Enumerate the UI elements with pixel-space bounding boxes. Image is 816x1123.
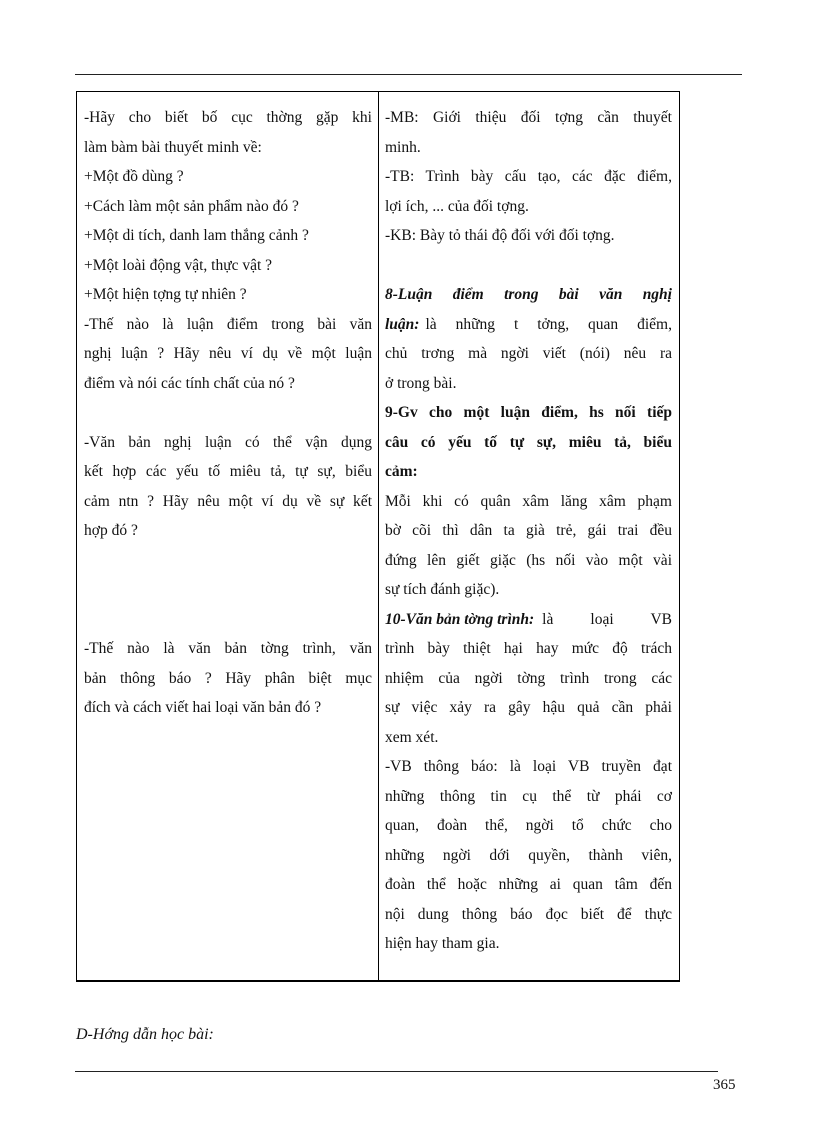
spacer xyxy=(84,398,372,428)
answer-line: xem xét. xyxy=(385,728,439,746)
question-line: làm bàm bài thuyết minh về: xyxy=(84,138,262,156)
answer-heading: 8-Luận điểm trong bài văn nghị xyxy=(385,286,672,303)
question-line: +Một loài động vật, thực vật ? xyxy=(84,256,273,274)
question-line: -Thế nào là luận điểm trong bài văn xyxy=(84,315,372,333)
question-line: -Hãy cho biết bố cục thờng gặp khi xyxy=(84,109,372,126)
question-line: bản thông báo ? Hãy phân biệt mục xyxy=(84,669,372,687)
answer-line: những ngời dới quyền, thành viên, xyxy=(385,846,672,864)
answer-line: -TB: Trình bày cấu tạo, các đặc điểm, xyxy=(385,168,672,185)
section-heading-guide: D-Hớng dẫn học bài: xyxy=(76,1026,214,1043)
answer-line: nội dung thông báo đọc biết để thực xyxy=(385,905,672,923)
page-number: 365 xyxy=(713,1077,736,1093)
spacer xyxy=(84,546,372,576)
question-line: cảm ntn ? Hãy nêu một ví dụ về sự kết xyxy=(84,492,372,510)
answer-line: sự việc xảy ra gây hậu quả cần phải xyxy=(385,699,672,716)
answer-line: lợi ích, ... của đối tợng. xyxy=(385,197,529,215)
answer-line: đứng lên giết giặc (hs nối vào một vài xyxy=(385,551,672,569)
answer-heading: câu có yếu tố tự sự, miêu tả, biểu xyxy=(385,433,672,451)
answer-line: hiện hay tham gia. xyxy=(385,935,500,952)
question-line: -Thế nào là văn bản tờng trình, văn xyxy=(84,640,372,657)
footer-rule xyxy=(75,1071,718,1072)
question-line: nghị luận ? Hãy nêu ví dụ về một luận xyxy=(84,345,372,362)
answer-text: là loại VB xyxy=(542,610,672,628)
answer-heading: luận: xyxy=(385,315,420,333)
answer-line: -MB: Giới thiệu đối tợng cần thuyết xyxy=(385,109,672,126)
answer-line: những thông tin cụ thể từ phái cơ xyxy=(385,787,672,805)
question-line: +Một đồ dùng ? xyxy=(84,168,184,185)
answer-line: -VB thông báo: là loại VB truyền đạt xyxy=(385,758,672,775)
question-line: +Một di tích, danh lam thắng cảnh ? xyxy=(84,227,309,244)
answer-heading: 9-Gv cho một luận điểm, hs nối tiếp xyxy=(385,404,672,421)
spacer xyxy=(385,251,672,281)
question-line: kết hợp các yếu tố miêu tả, tự sự, biểu xyxy=(84,463,372,480)
question-line: -Văn bản nghị luận có thể vận dụng xyxy=(84,433,372,451)
questions-column xyxy=(77,92,379,980)
question-line: điểm và nói các tính chất của nó ? xyxy=(84,374,295,392)
answer-line: Mỗi khi có quân xâm lăng xâm phạm xyxy=(385,492,672,510)
answer-heading: 10-Văn bản tờng trình: xyxy=(385,610,535,628)
answer-line: chủ trơng mà ngời viết (nói) nêu ra xyxy=(385,345,672,362)
spacer xyxy=(84,575,372,605)
answer-line xyxy=(385,605,672,635)
answer-line: minh. xyxy=(385,138,421,156)
answer-heading: cảm: xyxy=(385,463,418,480)
question-line: hợp đó ? xyxy=(84,522,138,539)
question-line: +Cách làm một sản phẩm nào đó ? xyxy=(84,197,299,215)
spacer xyxy=(84,605,372,635)
answer-line xyxy=(385,310,672,340)
question-line: +Một hiện tợng tự nhiên ? xyxy=(84,286,247,303)
answer-text: là những t tởng, quan điểm, xyxy=(425,315,672,333)
lesson-table xyxy=(76,91,680,982)
answers-column xyxy=(379,92,679,980)
answer-line: -KB: Bày tỏ thái độ đối với đối tợng. xyxy=(385,227,615,244)
header-rule xyxy=(75,74,742,75)
question-line: đích và cách viết hai loại văn bản đó ? xyxy=(84,699,322,716)
answer-line: ở trong bài. xyxy=(385,374,457,392)
answer-line: đoàn thể hoặc những ai quan tâm đến xyxy=(385,876,672,893)
answer-line: quan, đoàn thể, ngời tổ chức cho xyxy=(385,817,672,834)
answer-line: nhiệm của ngời tờng trình trong các xyxy=(385,669,672,687)
answer-line: sự tích đánh giặc). xyxy=(385,581,500,598)
answer-line: trình bày thiệt hại hay mức độ trách xyxy=(385,640,672,657)
answer-line: bờ cõi thì dân ta già trẻ, gái trai đều xyxy=(385,522,672,539)
